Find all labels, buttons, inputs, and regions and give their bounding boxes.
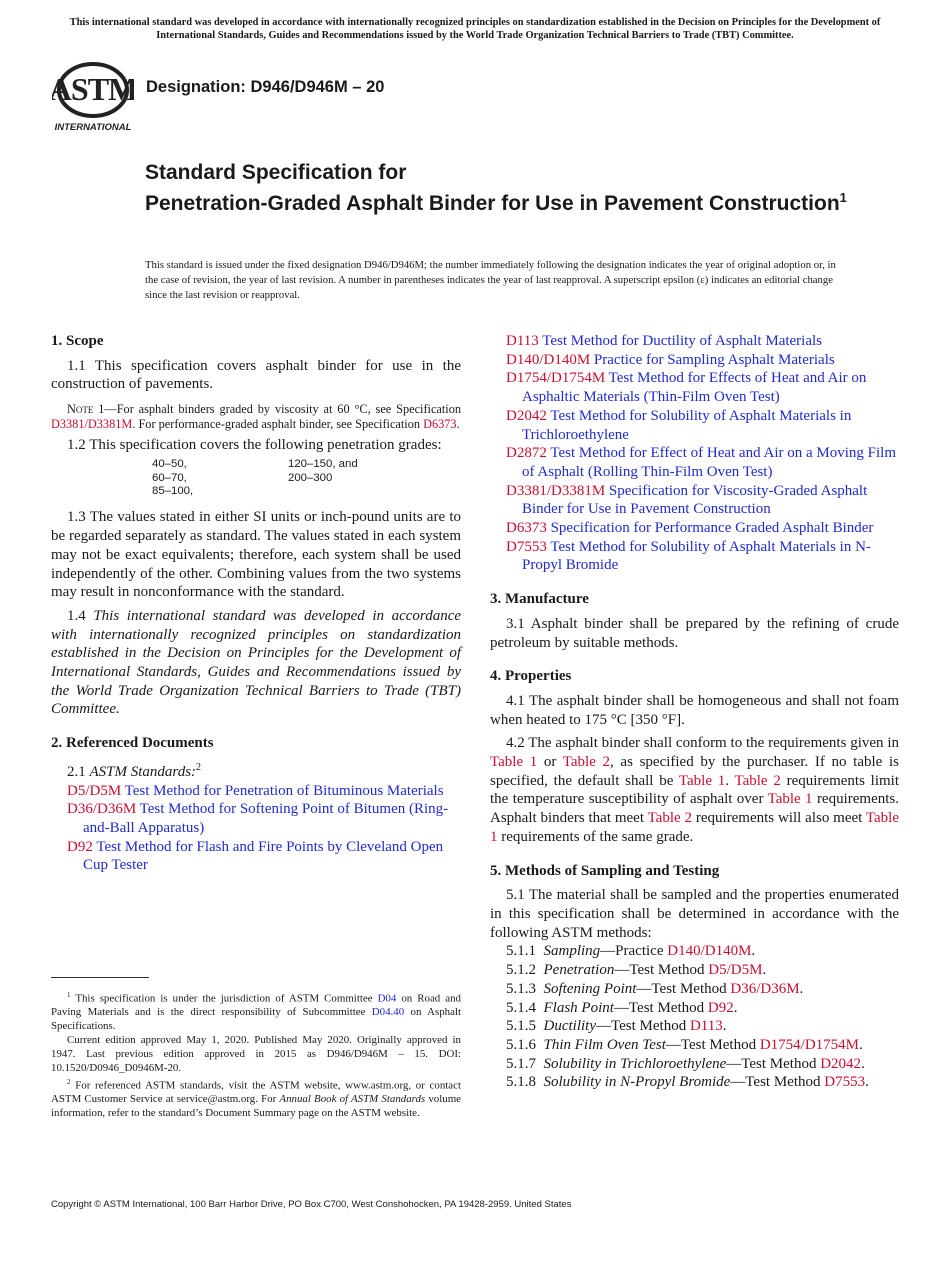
para-2-1: 2.1 ASTM Standards:$^2$ [67,761,202,780]
grade-item: 60–70, [152,471,187,484]
footnotes [51,989,461,1122]
link-table-1[interactable]: Table 1 [767,791,813,808]
section-scope-heading: 1. Scope [51,333,104,349]
footnote-1: $^1$ This specification is under the jurisdiction of ASTM Committee D04 on Road and Paving Materials and is the direct responsibility of Subcommittee D04.40 on Asphalt Specifications. [51,991,461,1032]
grade-item: 120–150, and [288,458,358,471]
ref-item[interactable]: D2042 Test Method for Solubility of Asphalt Materials in Trichloroethylene [506,407,852,443]
link-table-2[interactable]: Table 2 [562,754,611,771]
link-table-1[interactable]: Table 1 [678,772,726,789]
link-d04-40[interactable]: D04.40 [371,1006,405,1019]
link-table-1[interactable]: Table 1 [490,754,538,771]
ref-item[interactable]: D1754/D1754M Test Method for Effects of Heat and Air on Asphaltic Materials (Thin-Film Oven Test) [506,370,867,406]
top-notice: This international standard was developed in accordance with internationally recognized principles on standardization established in the Decision on Principles for the Development of International Standards, Guides and Recommendations issued by the World Trade Organization Technical Barriers to Trade (TBT) Committee. [69,17,881,41]
ref-item[interactable]: D113 Test Method for Ductility of Asphalt Materials [506,333,822,349]
para-1-4: 1.4 This international standard was developed in accordance with internationally recognized principles on standardization established in the Decision on Principles for the Development of International Standards, Guides and Recommendations issued by the World Trade Organization Technical Barriers to Trade (TBT) Committee. [51,607,462,718]
para-4-1: 4.1 The asphalt binder shall be homogeneous and shall not foam when heated to 175 °C [350 °F]. [490,692,899,728]
document-title [145,160,915,216]
title-line-2: Penetration-Graded Asphalt Binder for Use in Pavement Construction$^1$ [145,190,847,215]
method-item: 5.1.3 Softening Point—Test Method D36/D36M. [506,980,804,997]
section-referenced-heading: 2. Referenced Documents [51,735,214,752]
note-1: Note 1—For asphalt binders graded by viscosity at 60 °C, see Specification D3381/D3381M. For performance-graded asphalt binder, see Specification D6373. [51,402,461,432]
ref-item[interactable]: D3381/D3381M Specification for Viscosity-Graded Asphalt Binder for Use in Pavement Construction [506,482,868,518]
grades-list [51,458,461,502]
method-link[interactable]: D5/D5M [708,962,763,979]
link-table-2[interactable]: Table 2 [647,810,692,827]
section-sampling-heading: 5. Methods of Sampling and Testing [490,862,720,879]
link-table-1[interactable]: Table 1 [490,810,899,845]
svg-text:ASTM: ASTM [52,71,134,107]
method-item: 5.1.2 Penetration—Test Method D5/D5M. [506,962,767,979]
link-d3381[interactable]: D3381/D3381M [51,417,133,432]
grade-item: 40–50, [152,458,187,471]
footnote-1-edition: Current edition approved May 1, 2020. Published May 2020. Originally approved in 1947. Last previous edition approved in 2015 as D946/D946M – 15. DOI: 10.1520/D0946_D0946M-20. [51,1034,461,1074]
method-item: 5.1.4 Flash Point—Test Method D92. [506,999,738,1016]
footnote-rule [51,977,149,978]
ref-item[interactable]: D7553 Test Method for Solubility of Asphalt Materials in N-Propyl Bromide [506,538,871,574]
method-link[interactable]: D7553 [824,1074,866,1091]
ref-item[interactable]: D36/D36M Test Method for Softening Point of Bitumen (Ring-and-Ball Apparatus) [67,801,449,836]
link-d04[interactable]: D04 [377,992,397,1005]
right-column [490,332,899,1092]
copyright: Copyright © ASTM International, 100 Barr Harbor Drive, PO Box C700, West Conshohocken, PA 19428-2959. United States [51,1199,572,1210]
method-link[interactable]: D36/D36M [730,980,800,997]
method-item: 5.1.1 Sampling—Practice D140/D140M. [506,943,756,960]
method-link[interactable]: D113 [689,1018,723,1035]
link-d6373[interactable]: D6373 [423,417,457,432]
para-1-1: 1.1 This specification covers asphalt binder for use in the construction of pavements. [51,357,461,393]
method-item: 5.1.7 Solubility in Trichloroethylene—Test Method D2042. [506,1055,865,1072]
method-link[interactable]: D92 [707,999,734,1016]
ref-item[interactable]: D92 Test Method for Flash and Fire Points by Cleveland Open Cup Tester [67,838,444,874]
designation: Designation: D946/D946M – 20 [146,78,385,96]
para-5-1: 5.1 The material shall be sampled and the properties enumerated in this specification shall be determined in accordance with the following ASTM methods: [490,887,899,941]
method-link[interactable]: D1754/D1754M [759,1036,859,1053]
grade-item: 200–300 [288,471,333,484]
para-1-2: 1.2 This specification covers the following penetration grades: [67,436,442,453]
method-link[interactable]: D140/D140M [667,943,752,960]
para-4-2: 4.2 The asphalt binder shall conform to the requirements given in Table 1 or Table 2, as specified by the purchaser. If no table is specified, the default shall be Table 1. Table 2 requirements limit the temperature susceptibility of asphalt over Table 1 requirements. Asphalt binders that meet Table 2 requirements will also meet Table 1 requirements of the same grade. [490,735,899,845]
title-footnote-mark: 1 [839,190,847,205]
method-item: 5.1.6 Thin Film Oven Test—Test Method D1754/D1754M. [506,1036,863,1053]
ref-item[interactable]: D6373 Specification for Performance Graded Asphalt Binder [506,520,874,537]
grade-item: 85–100, [152,485,194,498]
footnote-2: $^2$ For referenced ASTM standards, visit the ASTM website, www.astm.org, or contact ASTM Customer Service at service@astm.org. For Annual Book of ASTM Standards volume information, refer to the standard’s Document Summary page on the ASTM website. [51,1078,461,1119]
title-line-1: Standard Specification for [145,161,407,184]
ref-item[interactable]: D140/D140M Practice for Sampling Asphalt Materials [506,351,835,368]
section-manufacture-heading: 3. Manufacture [490,591,589,608]
link-table-2[interactable]: Table 2 [734,772,781,789]
para-3-1: 3.1 Asphalt binder shall be prepared by the refining of crude petroleum by suitable methods. [490,615,899,651]
method-item: 5.1.5 Ductility—Test Method D113. [506,1018,727,1035]
section-properties-heading: 4. Properties [490,668,572,685]
ref-item[interactable]: D2872 Test Method for Effect of Heat and Air on a Moving Film of Asphalt (Rolling Thin-Film Oven Test) [506,445,897,480]
issued-note: This standard is issued under the fixed designation D946/D946M; the number immediately following the designation indicates the year of original adoption or, in the case of revision, the year of last revision. A number in parentheses indicates the year of last reapproval. A superscript epsilon (ε) indicates an editorial change since the last revision or reapproval. [145,259,836,301]
ref-item[interactable]: D5/D5M Test Method for Penetration of Bituminous Materials [67,782,444,799]
logo-wordmark: INTERNATIONAL [54,122,132,132]
para-1-3: 1.3 The values stated in either SI units or inch-pound units are to be regarded separately as standard. The values stated in each system may not be exact equivalents; therefore, each system shall be used independently of the other. Combining values from the two systems may result in nonconformance with the standard. [51,509,461,601]
left-column [51,332,461,875]
method-item: 5.1.8 Solubility in N-Propyl Bromide—Test Method D7553. [506,1074,869,1091]
astm-logo-icon [52,58,134,132]
method-link[interactable]: D2042 [820,1055,862,1072]
